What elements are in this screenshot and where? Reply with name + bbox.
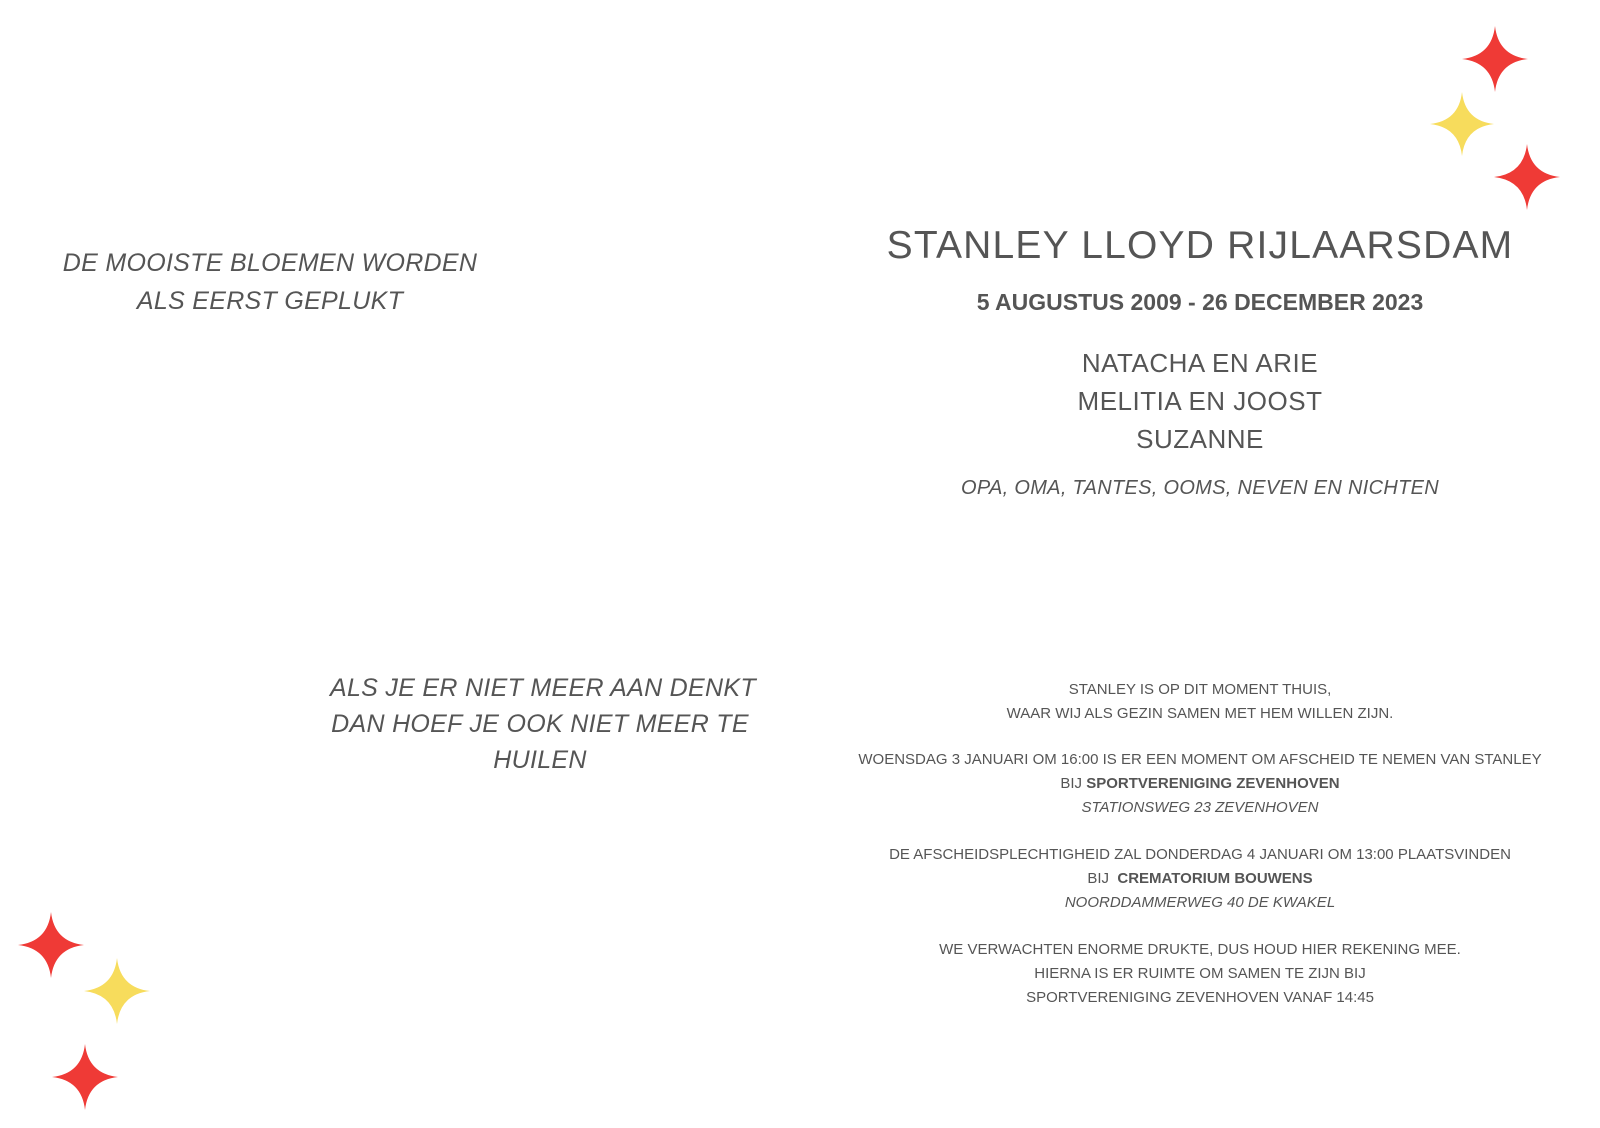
info-crowd-line-3: SPORTVERENIGING ZEVENHOVEN VANAF 14:45 [1026,989,1374,1006]
info-ceremony [820,843,1580,915]
star-yellow-icon [1430,92,1494,156]
family-names [820,344,1580,458]
quote-bottom-line-2: DAN HOEF JE OOK NIET MEER TE [331,710,749,738]
info-crowd-line-1: WE VERWACHTEN ENORME DRUKTE, DUS HOUD HIER REKENING MEE. [939,941,1461,958]
info-ceremony-venue-line [820,867,1580,891]
info-visit-venue-line [820,772,1580,796]
life-dates: 5 AUGUSTUS 2009 - 26 DECEMBER 2023 [976,289,1424,315]
quote-top-line-2: ALS EERST GEPLUKT [136,287,404,315]
info-home [820,678,1580,726]
info-home-line-2: WAAR WIJ ALS GEZIN SAMEN MET HEM WILLEN ZIJN. [1006,705,1394,722]
info-visit-line-1: WOENSDAG 3 JANUARI OM 16:00 IS ER EEN MOMENT OM AFSCHEID TE NEMEN VAN STANLEY [858,751,1542,768]
info-ceremony-prefix: BIJ [1087,870,1110,887]
star-red-icon [1494,144,1560,210]
info-visit-prefix: BIJ [1060,775,1083,792]
quote-bottom-line-1: ALS JE ER NIET MEER AAN DENKT [330,674,756,702]
quote-top-left [30,244,510,320]
info-ceremony-line-1: DE AFSCHEIDSPLECHTIGHEID ZAL DONDERDAG 4 JANUARI OM 13:00 PLAATSVINDEN [889,846,1511,863]
info-visit-venue: SPORTVERENIGING ZEVENHOVEN [1086,775,1340,792]
family-line-2: MELITIA EN JOOST [1077,386,1323,416]
star-red-icon [1462,26,1528,92]
info-visit [820,748,1580,820]
info-crowd-line-2: HIERNA IS ER RUIMTE OM SAMEN TE ZIJN BIJ [1034,965,1366,982]
quote-bottom-left [330,670,756,778]
info-home-line-1: STANLEY IS OP DIT MOMENT THUIS, [1068,681,1332,698]
family-line-1: NATACHA EN ARIE [1081,348,1319,378]
relatives-line: OPA, OMA, TANTES, OOMS, NEVEN EN NICHTEN [961,477,1439,499]
info-ceremony-address: NOORDDAMMERWEG 40 DE KWAKEL [1064,894,1336,911]
info-ceremony-venue: CREMATORIUM BOUWENS [1117,870,1313,887]
info-visit-address: STATIONSWEG 23 ZEVENHOVEN [1081,799,1319,816]
star-red-icon [52,1044,118,1110]
quote-bottom-line-3: HUILEN [493,746,587,774]
quote-top-line-1: DE MOOISTE BLOEMEN WORDEN [62,249,478,277]
star-yellow-icon [84,958,150,1024]
family-line-3: SUZANNE [1136,424,1264,454]
star-red-icon [18,912,84,978]
deceased-name: STANLEY LLOYD RIJLAARSDAM [886,224,1514,267]
info-crowd [820,938,1580,1010]
